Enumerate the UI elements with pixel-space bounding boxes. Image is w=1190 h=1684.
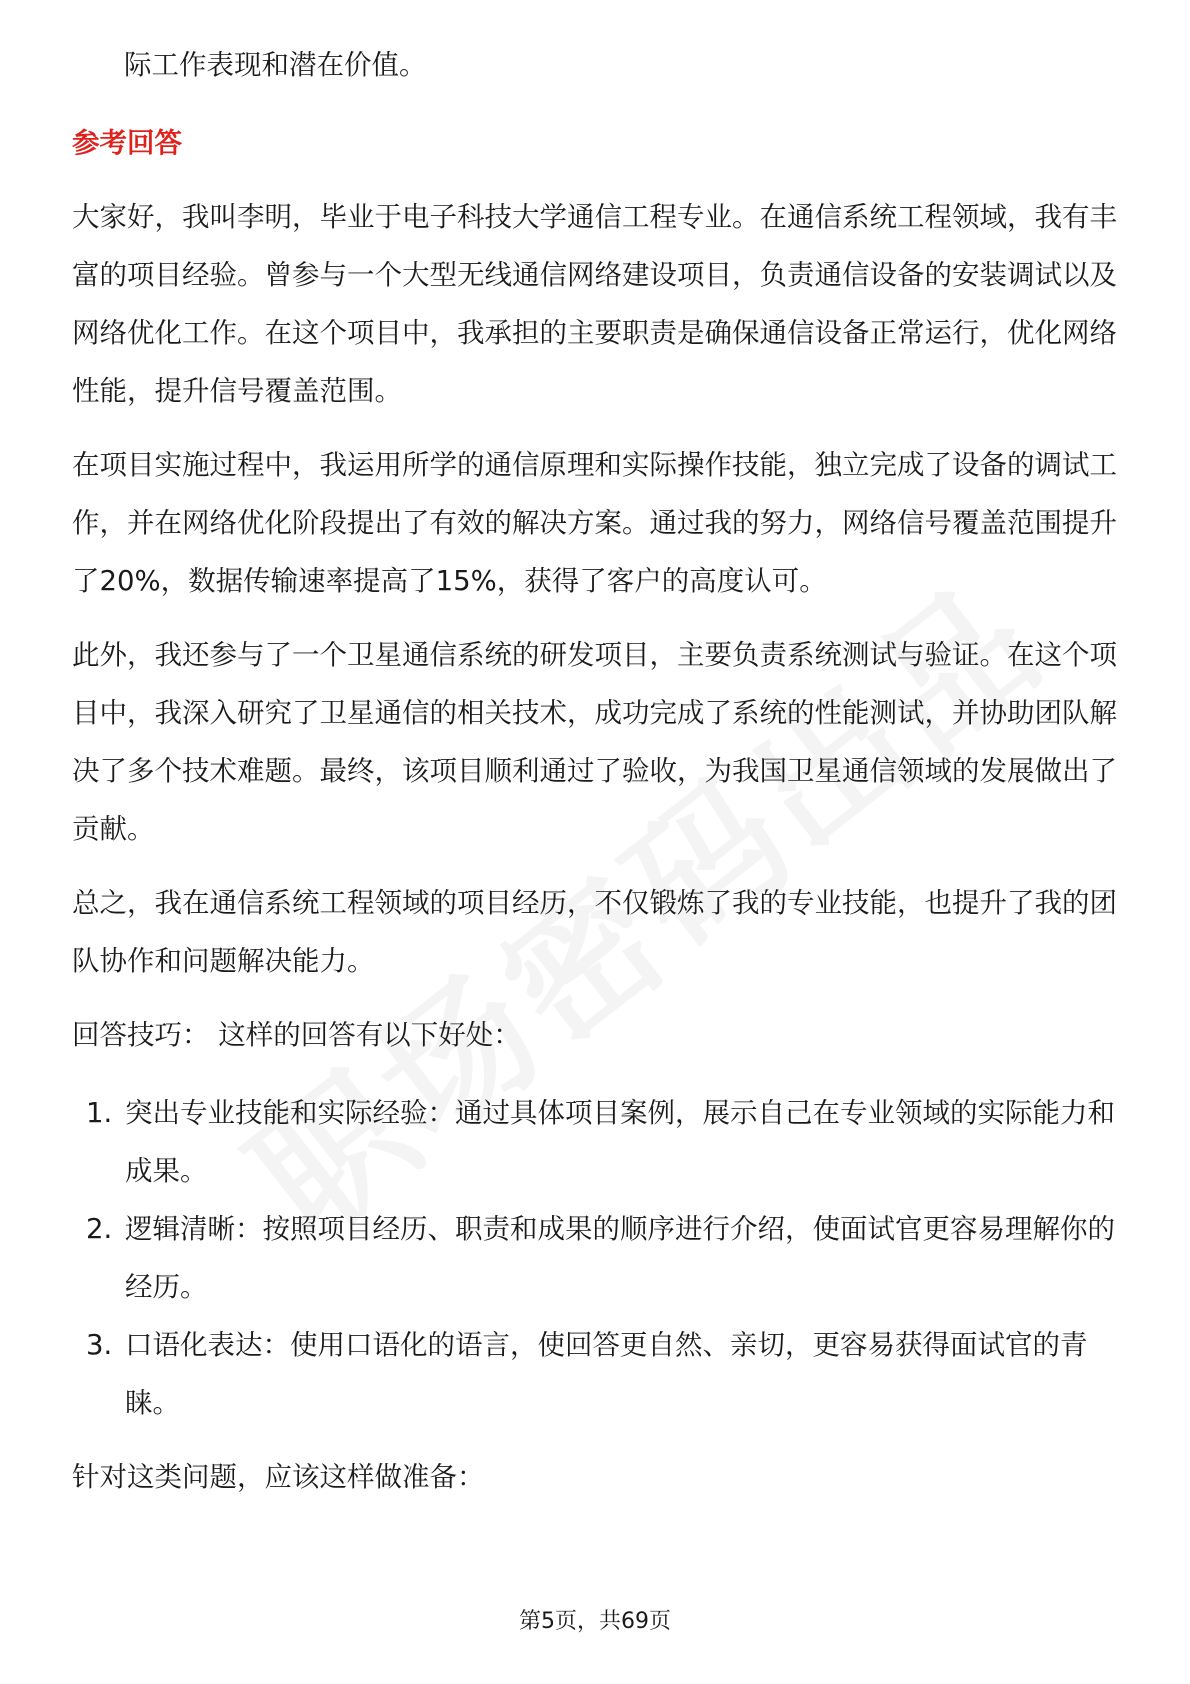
paragraph-satellite: 此外，我还参与了一个卫星通信系统的研发项目，主要负责系统测试与验证。在这个项目中，我深入研究了卫星通信的相关技术，成功完成了系统的性能测试，并协助团队解决了多个技术难题。最终，该项目顺利通过了验收，为我国卫星通信领域的发展做出了贡献。 bbox=[72, 639, 1117, 845]
list-item-number: 3. bbox=[86, 1329, 113, 1361]
list-item-text: 口语化表达：使用口语化的语言，使回答更自然、亲切，更容易获得面试官的青睐。 bbox=[125, 1329, 1088, 1419]
list-item bbox=[72, 1316, 1120, 1432]
tips-intro: 回答技巧： 这样的回答有以下好处： bbox=[72, 1019, 521, 1051]
answer-heading: 参考回答 bbox=[72, 127, 182, 159]
tips-list bbox=[72, 1084, 1120, 1432]
lead-continuation: 际工作表现和潜在价值。 bbox=[124, 49, 427, 81]
list-item bbox=[72, 1084, 1120, 1200]
list-item-text: 逻辑清晰：按照项目经历、职责和成果的顺序进行介绍，使面试官更容易理解你的经历。 bbox=[125, 1213, 1115, 1303]
paragraph-implementation: 在项目实施过程中，我运用所学的通信原理和实际操作技能，独立完成了设备的调试工作，并在网络优化阶段提出了有效的解决方案。通过我的努力，网络信号覆盖范围提升了20%，数据传输速率提高了15%，获得了客户的高度认可。 bbox=[72, 449, 1117, 597]
list-item bbox=[72, 1200, 1120, 1316]
preparation-line: 针对这类问题，应该这样做准备： bbox=[72, 1461, 485, 1493]
list-item-number: 2. bbox=[86, 1213, 113, 1245]
list-item-number: 1. bbox=[86, 1097, 113, 1129]
paragraph-summary: 总之，我在通信系统工程领域的项目经历，不仅锻炼了我的专业技能，也提升了我的团队协作和问题解决能力。 bbox=[72, 887, 1117, 977]
document-body bbox=[72, 36, 1120, 1506]
page-number: 第5页，共69页 bbox=[519, 1609, 671, 1634]
list-item-text: 突出专业技能和实际经验：通过具体项目案例，展示自己在专业领域的实际能力和成果。 bbox=[125, 1097, 1115, 1187]
paragraph-intro: 大家好，我叫李明，毕业于电子科技大学通信工程专业。在通信系统工程领域，我有丰富的项目经验。曾参与一个大型无线通信网络建设项目，负责通信设备的安装调试以及网络优化工作。在这个项目中，我承担的主要职责是确保通信设备正常运行，优化网络性能，提升信号覆盖范围。 bbox=[72, 201, 1117, 407]
